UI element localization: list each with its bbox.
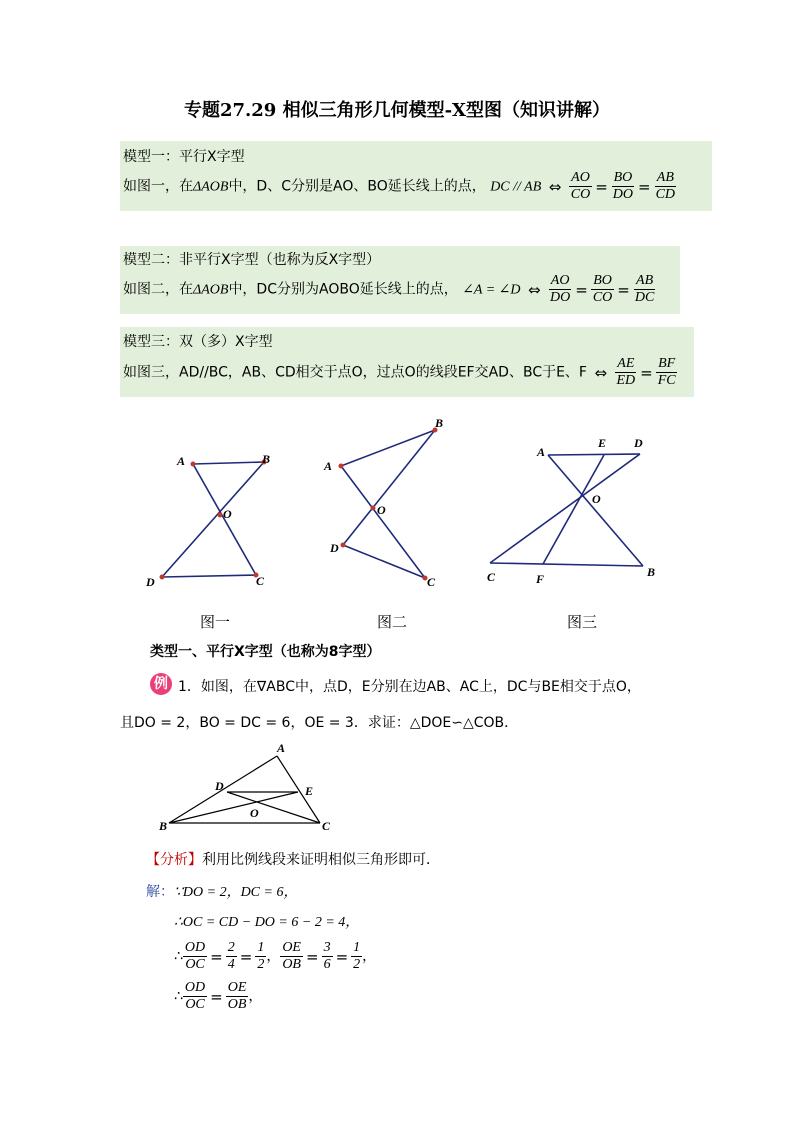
step3-fraction-2-4: $\frac{2}{4}$	[227, 940, 235, 972]
fig2-label-a: A	[324, 459, 333, 473]
fig3-label-o: O	[592, 492, 601, 506]
fig2-label-c: C	[427, 575, 436, 589]
model-two-desc-pre: 如图二，在	[123, 281, 193, 298]
model-one-desc-pre: 如图一，在	[123, 178, 193, 195]
fig1-label-d: D	[146, 575, 155, 589]
step3-fraction-1-2b: $\frac{1}{2}$	[353, 940, 361, 972]
model-one-desc: 如图一，在ΔAOB中，D、C分别是AO、BO延长线上的点， DC // AB ⇔ $\frac{AO}{CO}$ = $\frac{BO}{DO}$ = $\frac{AB}{CD}$	[123, 170, 676, 202]
ex-label-d: D	[215, 779, 224, 793]
solution-step-2: ∴OC = CD − DO = 6 − 2 = 4，	[174, 915, 360, 930]
fig1-label-a: A	[177, 454, 186, 468]
model-two-triangle: ΔAOB	[193, 282, 229, 298]
model-one-desc-mid: 中，D、C分别是AO、BO延长线上的点，	[228, 178, 486, 195]
fig1-label-b: B	[262, 452, 271, 466]
model-three-heading: 模型三：双（多）X字型	[123, 334, 273, 350]
figure-two	[315, 410, 455, 595]
page-title: 专题27.29 相似三角形几何模型-X型图（知识讲解）	[183, 100, 611, 121]
model-two-heading: 模型二：非平行X字型（也称为反X字型）	[123, 252, 381, 268]
section-heading: 类型一、平行X字型（也称为8字型）	[150, 644, 381, 660]
ex-label-c: C	[322, 819, 331, 833]
solution-step-1: ∵DO = 2，DC = 6，	[174, 885, 298, 900]
example-line-2: 且DO = 2，BO = DC = 6，OE = 3．求证：△DOE∽△COB．	[120, 715, 519, 731]
fig1-label-c: C	[256, 574, 265, 588]
model-one-fraction-3: $\frac{AB}{CD}$	[655, 170, 676, 202]
model-one-arrow: ⇔	[548, 177, 562, 196]
model-two-condition: ∠A = ∠D	[462, 282, 521, 298]
model-two-fraction-2: $\frac{BO}{CO}$	[592, 273, 613, 305]
fig3-label-c: C	[487, 570, 496, 584]
step3-fraction-oe-ob: $\frac{OE}{OB}$	[282, 940, 301, 972]
model-one-condition: DC // AB	[490, 179, 542, 195]
fig2-label-o: O	[377, 503, 386, 517]
analysis-tag: 【分析】	[146, 852, 202, 868]
example-figure	[155, 740, 345, 840]
solution-step-3: ∴ $\frac{OD}{OC}$ = $\frac{2}{4}$ = $\frac{1}{2}$ ， $\frac{OE}{OB}$ = $\frac{3}{6}$ = $\frac{1}{2}$ ，	[174, 940, 377, 972]
ex-label-o: O	[250, 806, 259, 820]
solution-step-4: ∴ $\frac{OD}{OC}$ = $\frac{OE}{OB}$ ，	[174, 980, 263, 1012]
example-line-1: 1．如图，在∇ABC中，点D，E分别在边AB、AC上，DC与BE相交于点O，	[178, 679, 641, 695]
fig1-label-o: O	[223, 507, 232, 521]
model-three-desc: 如图三，AD//BC，AB、CD相交于点O，过点O的线段EF交AD、BC于E、F ⇔ $\frac{AE}{ED}$ = $\frac{BF}{FC}$	[123, 356, 676, 388]
fig3-label-d: D	[634, 436, 643, 450]
model-one-fraction-2: $\frac{BO}{DO}$	[612, 170, 634, 202]
figure-one-caption: 图一	[200, 613, 231, 631]
fig3-label-e: E	[598, 436, 607, 450]
step4-fraction-oe-ob: $\frac{OE}{OB}$	[227, 980, 247, 1012]
step3-fraction-1-2a: $\frac{1}{2}$	[257, 940, 265, 972]
solution-line-1	[146, 881, 297, 901]
model-three-fraction-1: $\frac{AE}{ED}$	[616, 356, 636, 388]
model-one-fraction-1: $\frac{AO}{CO}$	[570, 170, 591, 202]
model-one-heading: 模型一：平行X字型	[123, 149, 245, 165]
figure-three-caption: 图三	[567, 613, 598, 631]
model-two-arrow: ⇔	[527, 280, 541, 299]
fig3-label-a: A	[537, 445, 546, 459]
model-three-arrow: ⇔	[594, 363, 608, 382]
analysis-text: 利用比例线段来证明相似三角形即可．	[202, 852, 440, 868]
fig2-label-d: D	[330, 541, 339, 555]
model-two-fraction-1: $\frac{AO}{DO}$	[550, 273, 571, 305]
fig2-label-b: B	[435, 416, 444, 430]
figure-one	[140, 445, 300, 595]
model-three-desc-text: 如图三，AD//BC，AB、CD相交于点O，过点O的线段EF交AD、BC于E、F	[123, 364, 587, 381]
step3-fraction-3-6: $\frac{3}{6}$	[323, 940, 331, 972]
model-two-desc-mid: 中，DC分别为AOBO延长线上的点，	[228, 281, 458, 298]
model-three-fraction-2: $\frac{BF}{FC}$	[657, 356, 676, 388]
fig3-label-f: F	[536, 572, 545, 586]
step3-fraction-od-oc: $\frac{OD}{OC}$	[184, 940, 206, 972]
analysis-line	[146, 849, 440, 869]
figure-two-caption: 图二	[377, 613, 408, 631]
fig3-label-b: B	[647, 565, 656, 579]
ex-label-b: B	[159, 819, 168, 833]
model-two-desc: 如图二，在ΔAOB中，DC分别为AOBO延长线上的点， ∠A = ∠D ⇔ $\frac{AO}{DO}$ = $\frac{BO}{CO}$ = $\frac{AB}{DC}$	[123, 273, 655, 305]
figure-three	[480, 430, 670, 590]
model-one-triangle: ΔAOB	[193, 179, 229, 195]
solution-label: 解：	[146, 884, 174, 900]
ex-label-a: A	[277, 741, 286, 755]
step4-fraction-od-oc: $\frac{OD}{OC}$	[184, 980, 206, 1012]
model-two-fraction-3: $\frac{AB}{DC}$	[634, 273, 655, 305]
example-badge: 例	[150, 673, 172, 695]
ex-label-e: E	[305, 784, 314, 798]
